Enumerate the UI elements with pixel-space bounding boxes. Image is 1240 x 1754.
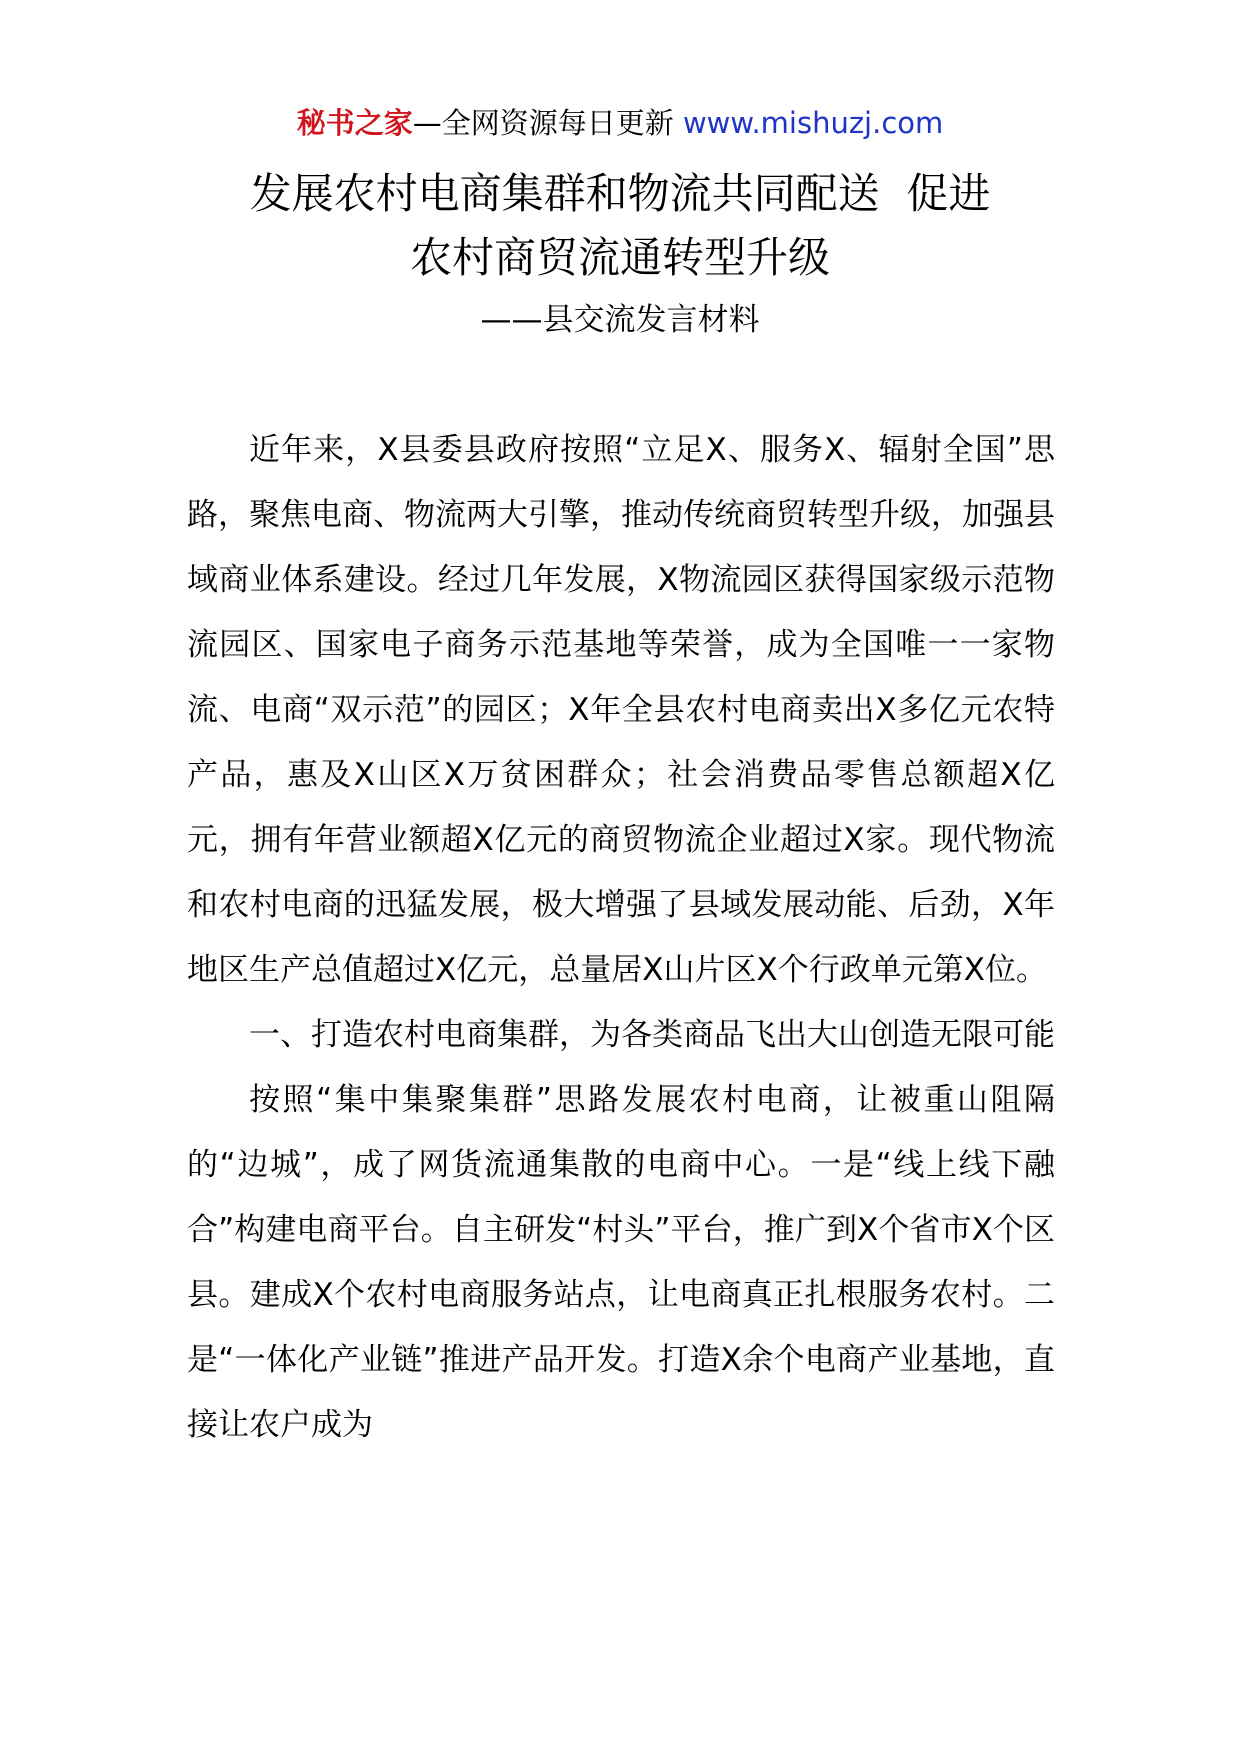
section-heading: 一、打造农村电商集群，为各类商品飞出大山创造无限可能	[249, 1017, 1055, 1053]
document-subtitle: ——县交流发言材料	[480, 302, 760, 338]
document-title-line-2: 农村商贸流通转型升级	[409, 233, 830, 282]
site-header	[0, 103, 1240, 143]
document-body	[187, 418, 1055, 1458]
site-url-link[interactable]: www.mishuzj.com	[682, 106, 944, 140]
body-paragraph: 按照“集中集聚集群”思路发展农村电商，让被重山阻隔的“边城”，成了网货流通集散的电商中心。一是“线上线下融合”构建电商平台。自主研发“村头”平台，推广到X个省市X个区县。建成X个农村电商服务站点，让电商真正扎根服务农村。二是“一体化产业链”推进产品开发。打造X余个电商产业基地，直接让农户成为	[187, 1082, 1055, 1443]
brand-name: 秘书之家	[296, 106, 413, 140]
body-paragraph: 近年来，X县委县政府按照“立足X、服务X、辐射全国”思路，聚焦电商、物流两大引擎，推动传统商贸转型升级，加强县域商业体系建设。经过几年发展，X物流园区获得国家级示范物流园区、国家电子商务示范基地等荣誉，成为全国唯一一家物流、电商“双示范”的园区；X年全县农村电商卖出X多亿元农特产品，惠及X山区X万贫困群众；社会消费品零售总额超X亿元，拥有年营业额超X亿元的商贸物流企业超过X家。现代物流和农村电商的迅猛发展，极大增强了县域发展动能、后劲，X年地区生产总值超过X亿元，总量居X山片区X个行政单元第X位。	[187, 432, 1055, 988]
header-tagline: —全网资源每日更新	[412, 106, 674, 140]
document-title-line-1: 发展农村电商集群和物流共同配送 促进	[249, 169, 991, 218]
